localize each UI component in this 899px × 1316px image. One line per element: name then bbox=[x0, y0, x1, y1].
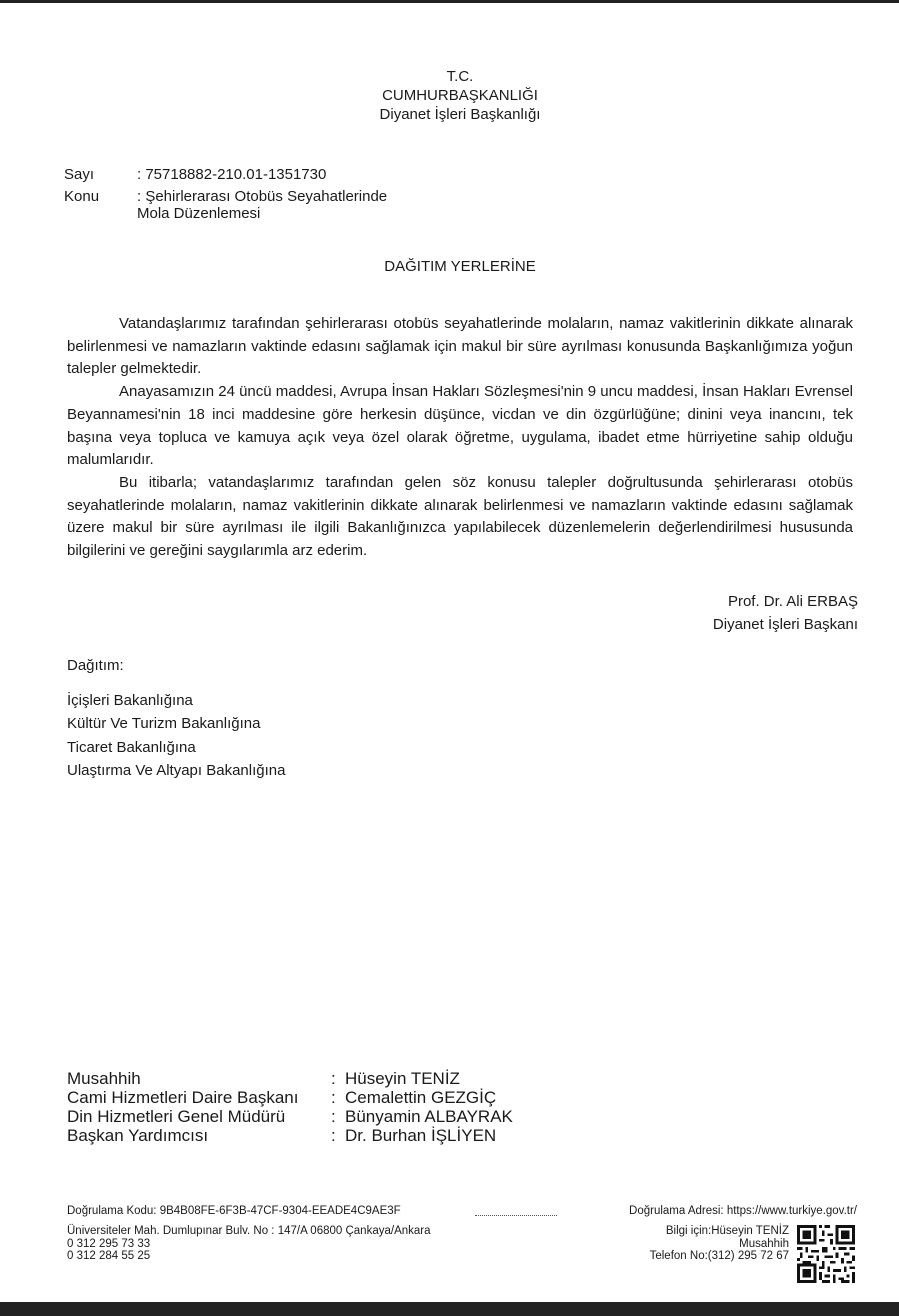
staff-colon: : bbox=[331, 1126, 336, 1145]
staff-row bbox=[67, 1069, 587, 1088]
distribution-title: Dağıtım: bbox=[67, 657, 124, 674]
staff-row bbox=[67, 1107, 587, 1126]
contact-info-block bbox=[650, 1225, 789, 1263]
office-address: Üniversiteler Mah. Dumlupınar Bulv. No : 147/A 06800 Çankaya/Ankara bbox=[67, 1225, 431, 1237]
document-header bbox=[300, 67, 620, 124]
body-paragraph-1: Vatandaşlarımız tarafından şehirlerarası otobüs seyahatlerinde molaların, namaz vakitlerinin dikkate alınarak belirlenmesi ve namazların vaktinde edasını sağlamak için makul bir süre ayrılması konusunda Başkanlığımıza yoğun talepler gelmektedir. bbox=[67, 315, 853, 378]
staff-role: Cami Hizmetleri Daire Başkanı bbox=[67, 1088, 299, 1107]
office-phone-2: 0 312 284 55 25 bbox=[67, 1250, 151, 1262]
qr-code-icon bbox=[797, 1225, 855, 1283]
konu-label: Konu bbox=[64, 188, 100, 205]
header-presidency: CUMHURBAŞKANLIĞI bbox=[382, 87, 538, 104]
body-paragraph-2: Anayasamızın 24 üncü maddesi, Avrupa İnsan Hakları Sözleşmesi'nin 9 uncu maddesi, İnsan Hakları Evrensel Beyannamesi'nin 18 inci maddesine göre herkesin düşünce, vicdan ve din özgürlüğüne; dinini veya inancını, tek başına veya topluca ve kamuya açık veya özel olarak öğretme, uygulama, ibadet etme hürriyetine sahip olduğu malumlarıdır. bbox=[67, 383, 853, 469]
staff-colon: : bbox=[331, 1088, 336, 1107]
verification-code: Doğrulama Kodu: 9B4B08FE-6F3B-47CF-9304-EEADE4C9AE3F bbox=[67, 1205, 401, 1217]
signature-block bbox=[713, 590, 858, 636]
contact-person: Bilgi için:Hüseyin TENİZ bbox=[665, 1225, 789, 1237]
header-directorate: Diyanet İşleri Başkanlığı bbox=[379, 106, 541, 123]
staff-role: Musahhih bbox=[67, 1069, 141, 1088]
staff-row bbox=[67, 1126, 587, 1145]
bottom-frame-border bbox=[0, 1302, 899, 1316]
staff-role: Din Hizmetleri Genel Müdürü bbox=[67, 1107, 286, 1126]
staff-name: Bünyamin ALBAYRAK bbox=[345, 1107, 513, 1126]
office-address-block bbox=[67, 1225, 431, 1263]
sayi-label: Sayı bbox=[64, 166, 95, 183]
staff-colon: : bbox=[331, 1107, 336, 1126]
distribution-item: İçişleri Bakanlığına bbox=[67, 692, 193, 709]
konu-value: : Şehirlerarası Otobüs Seyahatlerinde Mola Düzenlemesi bbox=[137, 188, 388, 222]
staff-role: Başkan Yardımcısı bbox=[67, 1126, 209, 1145]
signatory-title: Diyanet İşleri Başkanı bbox=[712, 616, 858, 633]
staff-row bbox=[67, 1088, 587, 1107]
top-frame-border bbox=[0, 0, 899, 3]
distribution-item: Kültür Ve Turizm Bakanlığına bbox=[67, 715, 261, 733]
staff-name: Cemalettin GEZGİÇ bbox=[345, 1088, 497, 1107]
footer-dotted-divider bbox=[475, 1215, 557, 1216]
verification-address-link[interactable]: Doğrulama Adresi: https://www.turkiye.gov.tr/ bbox=[629, 1205, 857, 1217]
body-paragraph-3: Bu itibarla; vatandaşlarımız tarafından gelen söz konusu talepler doğrultusunda şehirlerarası otobüs seyahatlerinde molaların, namaz vakitlerinin dikkate alınarak belirlenmesi ve namazların vaktinde edasını sağlamak üzere makul bir süre ayrılması ile ilgili Bakanlığınızca yapılabilecek düzenlemelerin değerlendirilmesi hususunda bilgilerini ve gereğini saygılarımla arz ederim. bbox=[67, 473, 853, 560]
recipient-heading: DAĞITIM YERLERİNE bbox=[384, 258, 536, 275]
letter-body bbox=[67, 313, 853, 563]
header-tc: T.C. bbox=[446, 68, 474, 85]
distribution-item: Ticaret Bakanlığına bbox=[67, 738, 196, 756]
office-phone-1: 0 312 295 73 33 bbox=[67, 1237, 151, 1250]
approval-chain bbox=[67, 1069, 587, 1145]
staff-colon: : bbox=[331, 1069, 336, 1088]
distribution-list bbox=[67, 689, 285, 782]
sayi-value: : 75718882-210.01-1351730 bbox=[137, 166, 327, 183]
staff-name: Dr. Burhan İŞLİYEN bbox=[345, 1126, 497, 1145]
contact-phone: Telefon No:(312) 295 72 67 bbox=[649, 1250, 789, 1262]
contact-title: Musahhih bbox=[739, 1237, 789, 1250]
staff-name: Hüseyin TENİZ bbox=[345, 1069, 460, 1088]
signatory-name: Prof. Dr. Ali ERBAŞ bbox=[727, 593, 858, 610]
distribution-item: Ulaştırma Ve Altyapı Bakanlığına bbox=[67, 761, 286, 779]
